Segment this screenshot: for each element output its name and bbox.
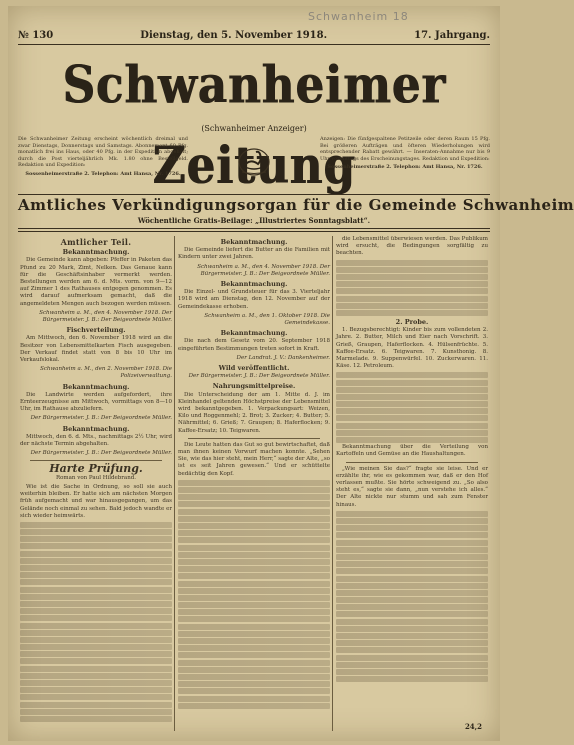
notice-title: 2. Probe. bbox=[395, 317, 429, 326]
header-line bbox=[18, 28, 490, 42]
notice-text: Die nach dem Gesetz vom 20. September 1918 eingeführten Bestimmungen treten sofort in Kraft. bbox=[178, 338, 330, 352]
advertising-address: Sossenheimerstraße 2. Telephon: Amt Hansa, Nr. 1726. bbox=[327, 164, 483, 170]
column-divider bbox=[332, 236, 333, 731]
illegible-text-block bbox=[178, 480, 330, 709]
masthead-subtitle: (Schwanheimer Anzeiger) bbox=[201, 124, 307, 133]
separator bbox=[188, 438, 320, 439]
notice-text: die Lebensmittel überwiesen werden. Das Publikum wird ersucht, die Bedingungen sorgfältig zu beachten. bbox=[336, 236, 488, 257]
issue-number: № 130 bbox=[18, 29, 54, 41]
separator bbox=[30, 460, 162, 461]
column-divider bbox=[174, 236, 175, 731]
notice-text: Mittwoch, den 6. d. Mts., nachmittags 2½ Uhr, wird der nächste Termin abgehalten. bbox=[20, 433, 172, 448]
volume-year: 17. Jahrgang. bbox=[414, 29, 490, 41]
illegible-text-block bbox=[336, 260, 488, 316]
notice-signature: Schwanheim a. M., den 4. November 1918. Der Bürgermeister. J. B.: Der Beigeordnete Müller. bbox=[39, 309, 172, 324]
notice-text: 1. Bezugsberechtigt: Kinder bis zum vollendeten 2. Jahre. 2. Butter, Milch und Eier nach Vorschrift. 3. Grieß, Graupen, Haferflocken. 4. Hülsenfrüchte. 5. Kaffee-Ersatz. 6. Teigwaren. 7. Kunsthonig. 8. Marmelade. 9. Suppenwürfel. 10. Zuckerwaren. 11. Käse. 12. Petroleum. bbox=[336, 327, 488, 370]
notice-signature: Schwanheim a. M., den 1. Oktober 1918. Die Gemeindekasse. bbox=[204, 312, 330, 327]
illegible-text-block bbox=[20, 522, 172, 722]
notice-title: Bekanntmachung. bbox=[62, 424, 130, 433]
notice-text: Am Mittwoch, den 6. November 1918 wird an die Besitzer von Lebensmittelkarten Fisch ausgegeben. Der Verkauf findet statt von 8 bis 10 Uhr im Verkaufslokal. bbox=[20, 335, 172, 364]
notice-text: Die Gemeinde liefert die Butter an die Familien mit Kindern unter zwei Jahren. bbox=[178, 247, 330, 261]
serial-text: Die Leute hatten das Gut so gut bewirtschaftet, daß man ihnen keinen Vorwurf machen konnte. „Sehen Sie, wie das hier steht, mein Herr,“ sagte der Alte, „so ist es seit Jahren gewesen.“ Und er schüttelte bedächtig den Kopf. bbox=[178, 441, 330, 477]
notice-title: Bekanntmachung. bbox=[220, 329, 288, 338]
serial-title: Harte Prüfung. bbox=[49, 462, 143, 476]
subscription-address: Sossenheimerstraße 2. Telephon: Amt Hansa, Nr. 1726. bbox=[25, 170, 181, 177]
column-1 bbox=[20, 236, 172, 733]
page-marker: 24,2 bbox=[464, 722, 482, 731]
column-3 bbox=[336, 236, 488, 733]
notice-title: Bekanntmachung. bbox=[220, 238, 288, 246]
illegible-text-block bbox=[336, 511, 488, 682]
notice-signature: Der Bürgermeister. J. B.: Der Beigeordnete Müller. bbox=[30, 450, 172, 457]
newspaper-page bbox=[8, 6, 574, 741]
notice-signature: Der Bürgermeister. J. B.: Der Beigeordnete Müller. bbox=[188, 373, 330, 380]
subscription-info-box bbox=[18, 136, 188, 192]
organ-top-rule bbox=[18, 194, 490, 195]
notice-title: Nahrungsmittelpreise. bbox=[212, 382, 296, 391]
notice-text: Die Einzel- und Grundsteuer für das 3. Vierteljahr 1918 wird am Dienstag, den 12. November auf der Gemeindekasse erhoben. bbox=[178, 289, 330, 310]
notice-text: Die Landwirte werden aufgefordert, ihre Ernteerzeugnisse am Mittwoch, vormittags von 8—10 Uhr, im Rathause abzuliefern. bbox=[20, 391, 172, 413]
section-heading: Amtlicher Teil. bbox=[60, 237, 132, 247]
subscription-text: Die Schwanheimer Zeitung erscheint wöchentlich dreimal und zwar Dienstags, Donnerstags und Samstags. Abonnement 60 Pfg. monatlich frei ins Haus, oder 40 Pfg. in der Expedition abgeholt; durch die Post vierteljährlich Mk. 1.80 ohne Bestellgeld. Redaktion und Expedition: bbox=[18, 136, 188, 168]
serial-text: „Wie meinen Sie das?“ fragte sie leise. Und er erzählte ihr, wie es gekommen war, daß er den Hof verlassen mußte. Sie hörte schweigend zu. „So also steht es,“ sagte sie dann, „nun verstehe ich alles.“ Der Alte nickte nur stumm und sah zum Fenster hinaus. bbox=[336, 465, 488, 508]
illegible-text-block bbox=[336, 372, 488, 443]
advertising-text: Anzeigen: Die fünfgespaltene Petitzeile oder deren Raum 15 Pfg. Bei größeren Aufträgen und öfteren Wiederholungen wird entsprechender Rabatt gewährt. — Inseraten-Annahme nur bis 9 Uhr vormittags des Erscheinungstages. Redaktion und Expedition: bbox=[320, 136, 490, 162]
official-organ-line: Amtliches Verkündigungsorgan für die Gemeinde Schwanheim bbox=[18, 196, 574, 214]
serial-text: Wie ist die Sache in Ordnung, so soll sie auch weiterhin bleiben. Er hatte sich am nächsten Morgen früh aufgemacht und war hinausgegangen, um das Gelände noch einmal zu sehen. Bald jedoch wandte er sich wieder heimwärts. bbox=[20, 483, 172, 519]
notice-text: Bekanntmachung über die Verteilung von Kartoffeln und Gemüse an die Haushaltungen. bbox=[336, 444, 488, 458]
notice-signature: Der Bürgermeister. J. B.: Der Beigeordnete Müller. bbox=[30, 415, 172, 422]
notice-text: Die Gemeinde kann abgeben: Pfeffer in Paketen das Pfund zu 20 Mark, Zimt, Nelken. Das Genaue kann für die Geschäftsinhaber vermerkt werden. Bestellungen werden am 6. d. Mts. vorm. von 9—12 auf Zimmer 1 des Rathauses entgegen genommen. Es wird darauf aufmerksam gemacht, daß die angemeldeten Mengen auch bezogen werden müssen. bbox=[20, 257, 172, 307]
pencil-annotation: Schwanheim 18 bbox=[308, 10, 409, 23]
notice-title: Fischverteilung. bbox=[66, 326, 126, 335]
notice-signature: Schwanheim a. M., den 4. November 1918. Der Bürgermeister. J. B.: Der Beigeordnete Müller. bbox=[197, 263, 330, 277]
serial-author: Roman von Paul Hildebrand. bbox=[55, 474, 137, 481]
notice-signature: Der Landrat. J. V.: Dankenheimer. bbox=[236, 354, 330, 361]
notice-title: Bekanntmachung. bbox=[62, 248, 130, 257]
separator bbox=[346, 462, 478, 463]
notice-text: Die Unterscheidung der am 1. Mitte d. J. im Kleinhandel geltenden Höchstpreise der Lebensmittel wird bekanntgegeben. 1. Verpackungsart: Weizen, Kilo und Roggenmehl; 2. Brot; 3. Zucker; 4. Butter; 5. Nährmittel; 6. Grieß; 7. Graupen; 8. Haferflocken; 9. Kaffee-Ersatz; 10. Teigwaren. bbox=[178, 391, 330, 434]
notice-title: Bekanntmachung. bbox=[220, 280, 288, 289]
organ-bottom-rule bbox=[18, 228, 490, 229]
swan-emblem-icon bbox=[234, 140, 274, 180]
issue-date: Dienstag, den 5. November 1918. bbox=[140, 29, 328, 41]
notice-title: Wild veröffentlicht. bbox=[218, 364, 290, 373]
notice-title: Bekanntmachung. bbox=[62, 382, 130, 391]
column-2 bbox=[178, 236, 330, 733]
notice-signature: Schwanheim a. M., den 2. November 1918. Die Polizeiverwaltung. bbox=[40, 366, 172, 380]
masthead-title: Schwanheimer Zeitung bbox=[62, 53, 446, 196]
supplement-line: Wöchentliche Gratis-Beilage: „Illustriertes Sonntagsblatt“. bbox=[137, 216, 371, 225]
advertising-info-box bbox=[320, 136, 490, 192]
organ-bottom-rule-2 bbox=[18, 231, 490, 232]
